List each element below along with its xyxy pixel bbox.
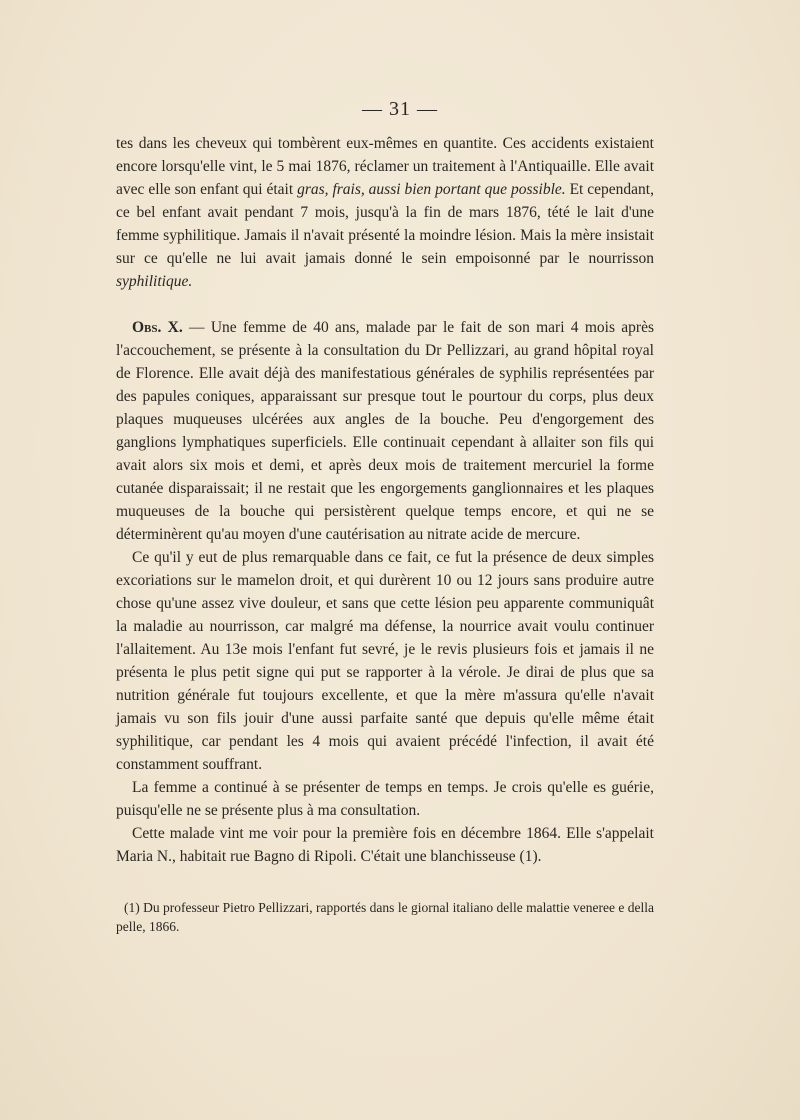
paragraph-4: La femme a continué à se présenter de temps en temps. Je crois qu'elle es guérie, puisqu'elle ne se présente plus à ma consultation. [116, 779, 654, 819]
footnote: (1) Du professeur Pietro Pellizzari, rapportés dans le giornal italiano delle malattie veneree e della pelle, 1866. [116, 900, 654, 934]
paragraph-5: Cette malade vint me voir pour la première fois en décembre 1864. Elle s'appelait Maria N., habitait rue Bagno di Ripoli. C'était une blanchisseuse (1). [116, 825, 654, 865]
paragraph-1-italic-a: gras, frais, aussi bien portant que possible. [297, 181, 566, 198]
paragraph-1-text-a: tes dans les cheveux qui tombèrent eux-mêmes en quantite. Ces accidents existaient encore lorsqu'elle vint, le 5 mai 1876, réclamer un traitement à l'Antiquaille. Elle avait avec elle son enfant qui était [116, 135, 654, 198]
page-number: — 31 — [362, 98, 438, 120]
paragraph-3: Ce qu'il y eut de plus remarquable dans ce fait, ce fut la présence de deux simples excoriations sur le mamelon droit, et qui durèrent 10 ou 12 jours sans produire autre chose qu'une assez vive douleur, et sans que cette lésion peu apparente communiquât la maladie au nourrisson, car malgré ma défense, la nourrice avait voulu continuer l'allaitement. Au 13e mois l'enfant fut sevré, je le revis plusieurs fois et jamais il ne présenta le plus petit signe qui put se rapporter à la vérole. Je dirai de plus que sa nutrition générale fut toujours excellente, et que la mère m'assura qu'elle n'avait jamais vu son fils jouir d'une aussi parfaite santé que depuis qu'elle même était syphilitique, car pendant les 4 mois qui avaient précédé l'infection, il avait été constamment souffrant. [116, 549, 654, 773]
paragraph-1-text-b: Et cependant, ce bel enfant avait pendant 7 mois, jusqu'à la fin de mars 1876, tété le lait d'une femme syphilitique. Jamais il n'avait présenté la moindre lésion. Mais la mère insistait sur ce qu'elle ne lui avait jamais donné le sein empoisonné par le nourrisson [116, 181, 654, 267]
observation-label: Obs. X. [132, 319, 183, 336]
body-text [116, 132, 654, 868]
observation-text: — Une femme de 40 ans, malade par le fait de son mari 4 mois après l'accouchement, se présente à la consultation du Dr Pellizzari, au grand hôpital royal de Florence. Elle avait déjà des manifestatious générales de syphilis représentées par des papules coniques, apparaissant sur presque tout le pourtour du corps, plus deux plaques muqueuses ulcérées aux angles de la bouche. Peu d'engorgement des ganglions lymphatiques superficiels. Elle continuait cependant à allaiter son fils qui avait alors six mois et demi, et après deux mois de traitement mercuriel la forme cutanée disparaissait; il ne restait que les engorgements ganglionnaires et les plaques muqueuses de la bouche qui persistèrent quelque temps encore, et qui ne se déterminèrent qu'au moyen d'une cautérisation au nitrate acide de mercure. [116, 319, 654, 543]
observation-x-paragraph [116, 316, 654, 546]
paragraph-1 [116, 132, 654, 293]
paragraph-1-italic-b: syphilitique. [116, 273, 193, 290]
